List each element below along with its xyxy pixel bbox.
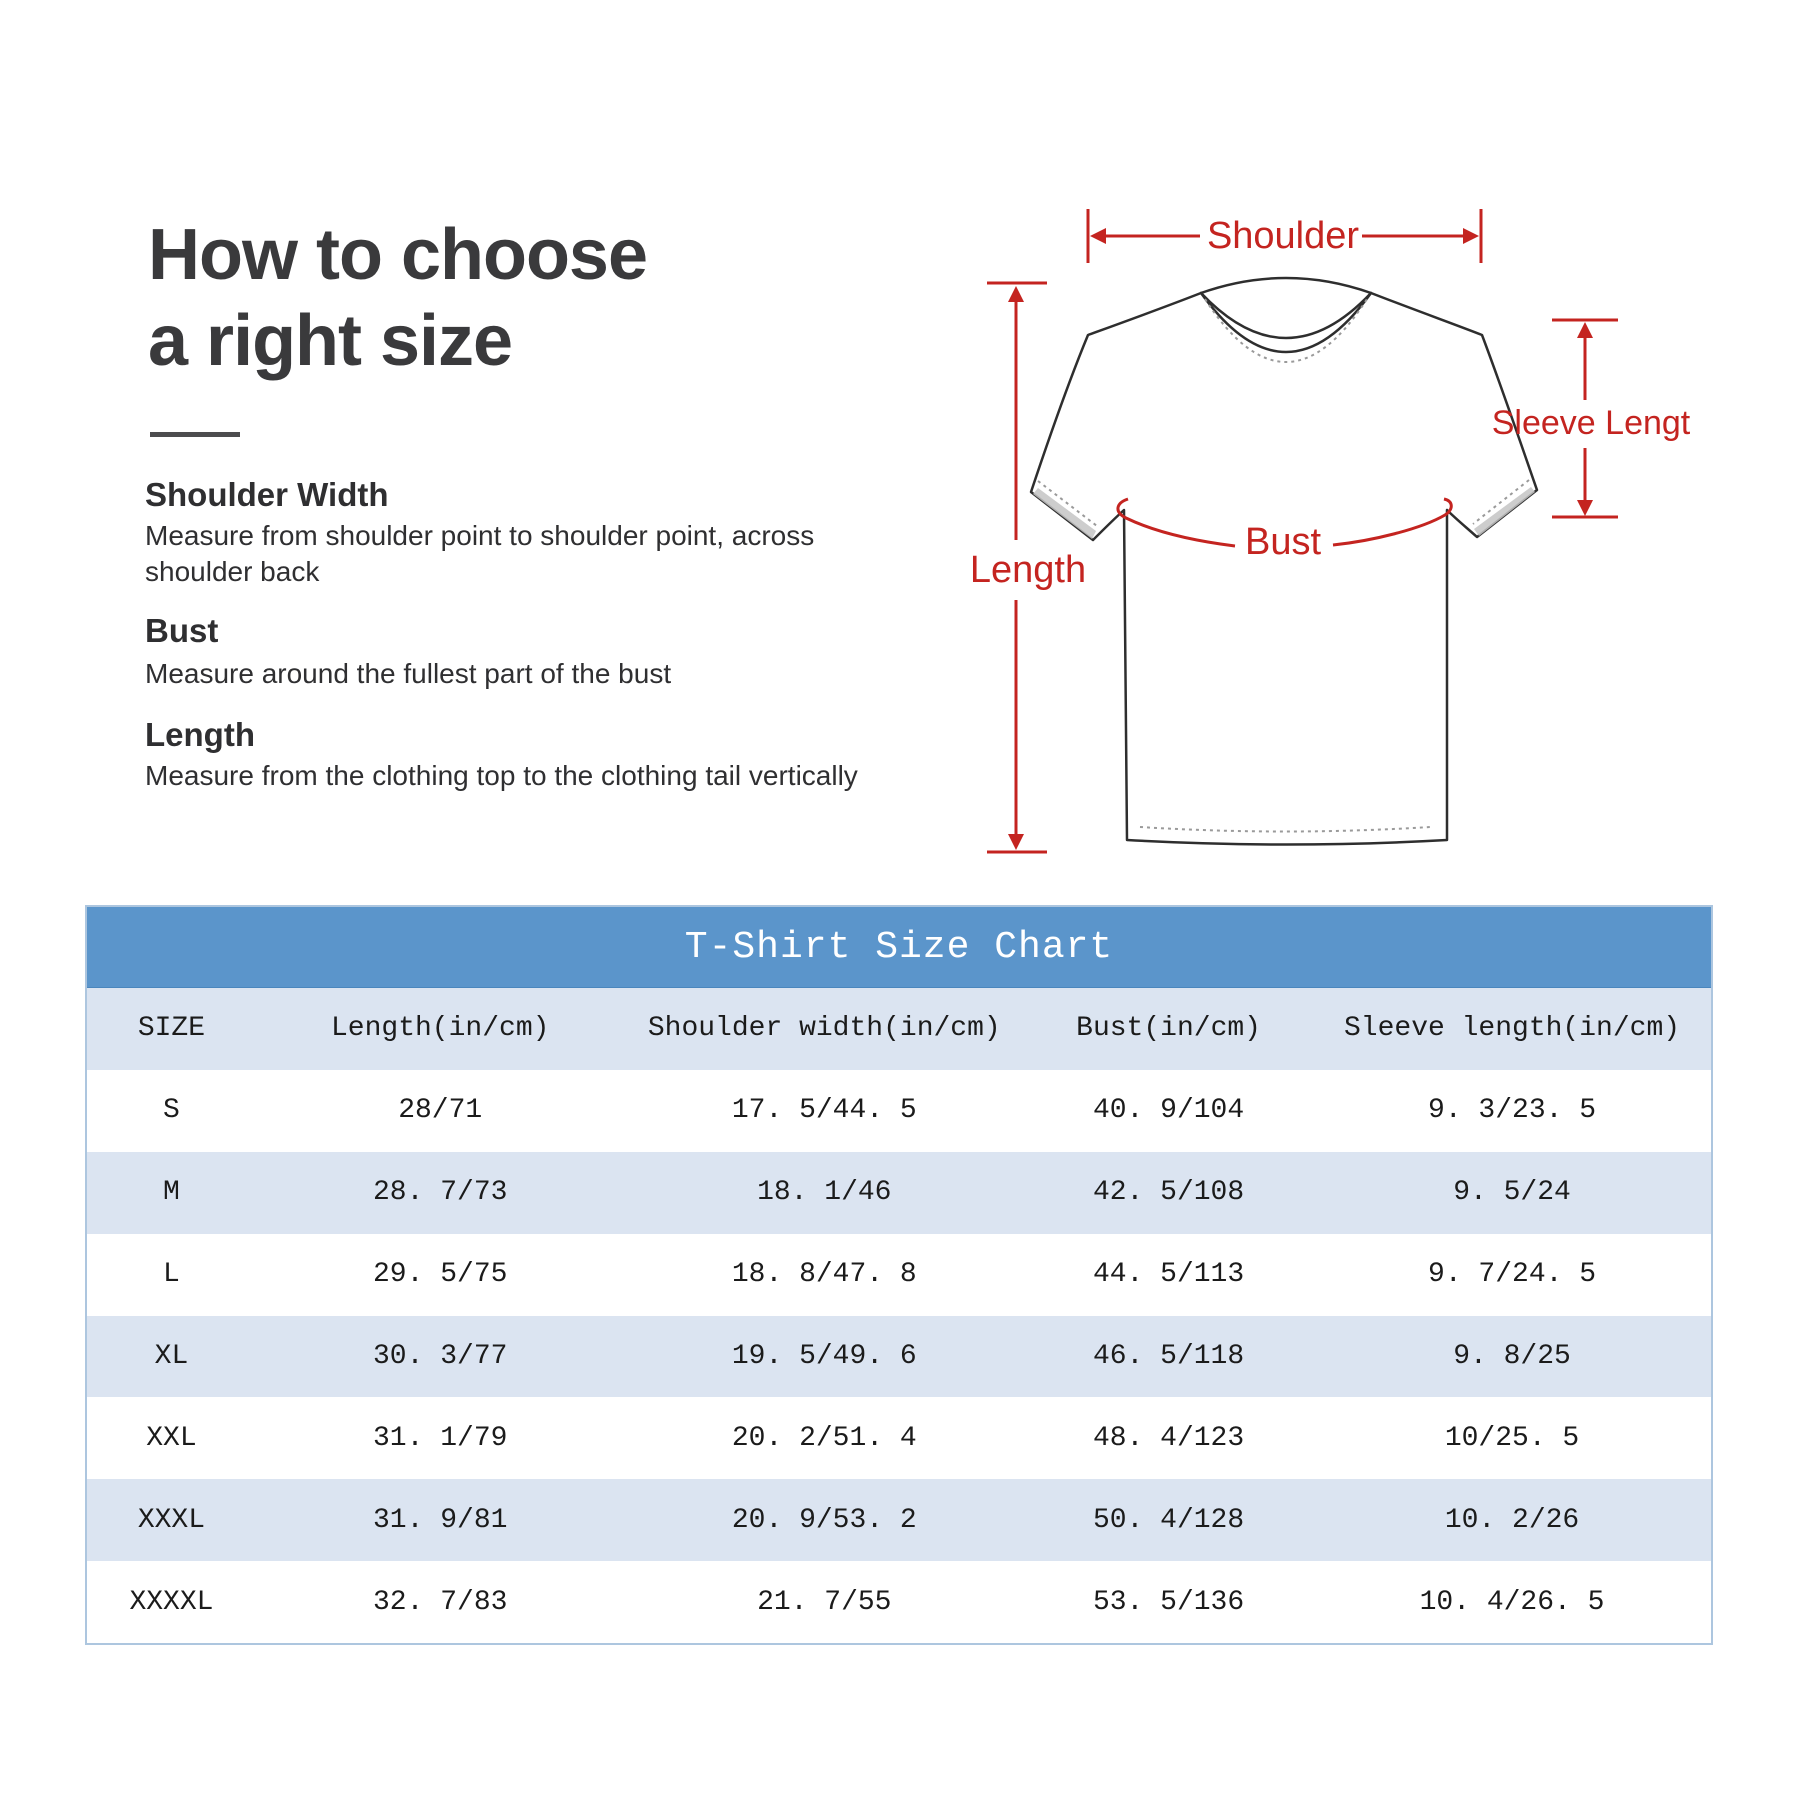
table-row <box>87 1397 1711 1479</box>
cell-shoulder: 18. 8/47. 8 <box>731 1259 917 1291</box>
table-row <box>87 1152 1711 1234</box>
col-header-length: Length(in/cm) <box>330 1013 550 1045</box>
page-title-line1: How to choose <box>148 215 648 295</box>
shoulder-label: Shoulder <box>1206 215 1360 257</box>
cell-size: M <box>163 1177 180 1209</box>
size-chart-title-band <box>87 907 1711 988</box>
cell-length: 30. 3/77 <box>373 1340 508 1372</box>
tshirt-measurement-diagram <box>900 140 1750 900</box>
cell-bust: 40. 9/104 <box>1092 1095 1245 1127</box>
page-title <box>148 212 647 384</box>
cell-sleeve: 10. 4/26. 5 <box>1419 1586 1605 1618</box>
section-body-bust: Measure around the fullest part of the bust <box>145 658 672 689</box>
cell-length: 31. 1/79 <box>373 1422 508 1454</box>
cell-shoulder: 19. 5/49. 6 <box>731 1340 917 1372</box>
table-header-row <box>87 988 1711 1070</box>
cell-shoulder: 17. 5/44. 5 <box>731 1095 917 1127</box>
cell-bust: 46. 5/118 <box>1092 1340 1245 1372</box>
page-title-line2: a right size <box>148 301 513 381</box>
bust-label: Bust <box>1244 521 1322 563</box>
size-chart-title: T-Shirt Size Chart <box>684 925 1114 969</box>
size-chart-table <box>85 905 1713 1645</box>
cell-length: 28/71 <box>398 1095 483 1127</box>
cell-size: XL <box>154 1340 189 1372</box>
cell-length: 29. 5/75 <box>373 1259 508 1291</box>
cell-length: 32. 7/83 <box>373 1586 508 1618</box>
cell-sleeve: 9. 8/25 <box>1453 1340 1571 1372</box>
cell-shoulder: 18. 1/46 <box>757 1177 892 1209</box>
table-row <box>87 1316 1711 1398</box>
length-dimension <box>970 283 1086 852</box>
sleeve-length-label: Sleeve Lengt <box>1491 404 1691 442</box>
cell-bust: 53. 5/136 <box>1092 1586 1245 1618</box>
table-row <box>87 1561 1711 1643</box>
cell-shoulder: 21. 7/55 <box>757 1586 892 1618</box>
table-row <box>87 1479 1711 1561</box>
cell-size: XXXL <box>137 1504 206 1536</box>
cell-size: S <box>163 1095 180 1127</box>
col-header-bust: Bust(in/cm) <box>1076 1013 1261 1045</box>
cell-bust: 48. 4/123 <box>1092 1422 1245 1454</box>
table-row <box>87 1234 1711 1316</box>
col-header-size: SIZE <box>137 1013 206 1045</box>
section-body-length: Measure from the clothing top to the clothing tail vertically <box>145 760 858 791</box>
cell-length: 28. 7/73 <box>373 1177 508 1209</box>
cell-sleeve: 9. 5/24 <box>1453 1177 1571 1209</box>
cell-sleeve: 9. 3/23. 5 <box>1428 1095 1597 1127</box>
cell-sleeve: 9. 7/24. 5 <box>1428 1259 1597 1291</box>
cell-sleeve: 10/25. 5 <box>1444 1422 1580 1454</box>
cell-size: XXL <box>146 1422 197 1454</box>
section-body-shoulder-width: Measure from shoulder point to shoulder point, across shoulder back <box>145 520 815 587</box>
cell-shoulder: 20. 2/51. 4 <box>731 1422 917 1454</box>
table-row <box>87 1070 1711 1152</box>
col-header-shoulder: Shoulder width(in/cm) <box>647 1013 1001 1045</box>
section-heading-shoulder-width: Shoulder Width <box>145 476 389 513</box>
cell-length: 31. 9/81 <box>373 1504 508 1536</box>
cell-bust: 42. 5/108 <box>1092 1177 1245 1209</box>
cell-shoulder: 20. 9/53. 2 <box>731 1504 917 1536</box>
cell-size: XXXXL <box>129 1586 214 1618</box>
shoulder-dimension <box>1088 209 1481 263</box>
cell-size: L <box>163 1259 180 1291</box>
cell-bust: 44. 5/113 <box>1092 1259 1245 1291</box>
section-heading-bust: Bust <box>145 612 219 649</box>
col-header-sleeve: Sleeve length(in/cm) <box>1344 1013 1681 1045</box>
cell-sleeve: 10. 2/26 <box>1444 1504 1580 1536</box>
section-heading-length: Length <box>145 716 255 753</box>
length-label: Length <box>969 549 1087 591</box>
title-divider <box>150 432 240 437</box>
cell-bust: 50. 4/128 <box>1092 1504 1245 1536</box>
